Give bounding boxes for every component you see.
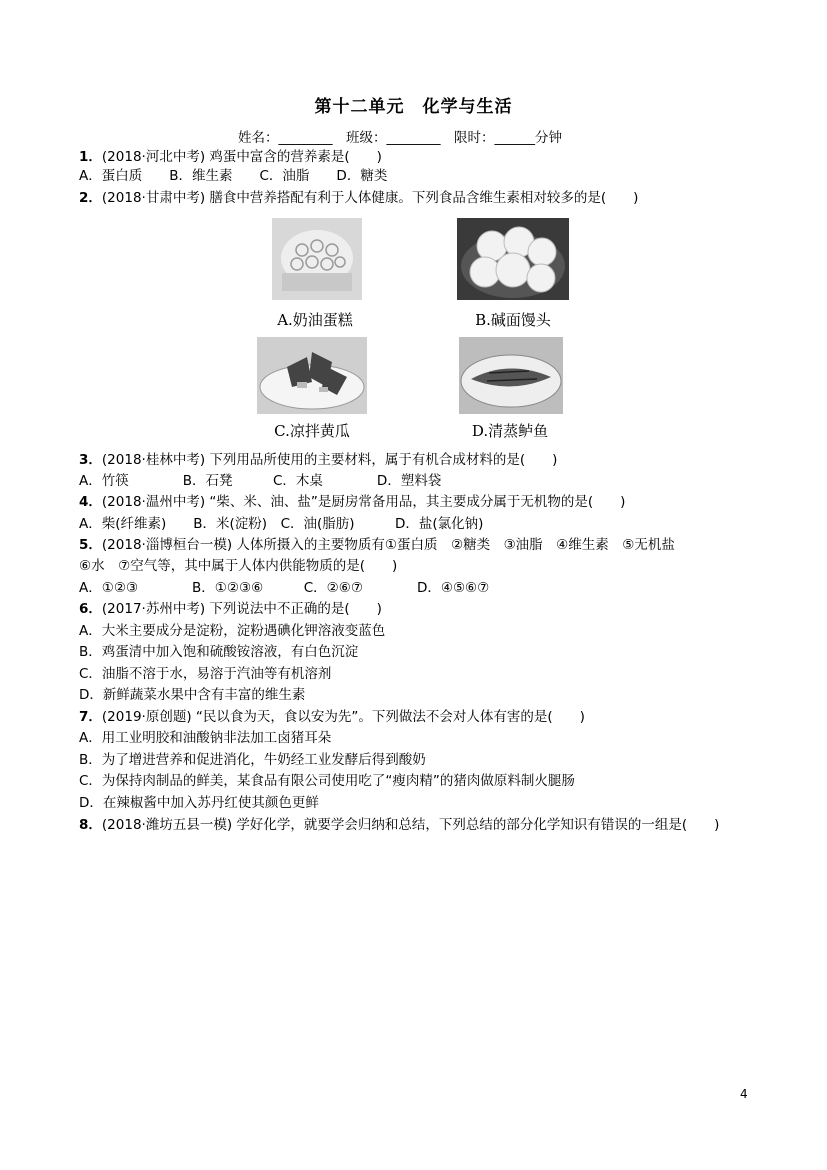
question-text: A．大米主要成分是淀粉，淀粉遇碘化钾溶液变蓝色 [79, 623, 386, 639]
question-text: (2017·苏州中考) 下列说法中不正确的是( ) [101, 601, 382, 617]
question-option-line [79, 472, 441, 490]
question-stem [79, 451, 557, 469]
question-text: C．油脂不溶于水，易溶于汽油等有机溶剂 [79, 666, 332, 682]
question-text: (2019·原创题) “民以食为天，食以安为先”。下列做法不会对人体有害的是( ) [101, 709, 585, 725]
question-text: A．柴(纤维素) B．米(淀粉) C．油(脂肪) D．盐(氯化钠) [79, 516, 484, 532]
cucumber-salad-image [257, 337, 367, 414]
question-number: 2． [79, 190, 102, 206]
question-option-line [79, 686, 305, 704]
cake-image [272, 218, 362, 300]
question-number: 5． [79, 537, 102, 553]
question-text: (2018·淄博桓台一模) 人体所摄入的主要物质有①蛋白质 ②糖类 ③油脂 ④维生素 ⑤无机盐 [101, 537, 675, 553]
caption-c: C.凉拌黄瓜 [274, 422, 350, 440]
question-stem [79, 148, 382, 166]
caption-b: B.碱面馒头 [475, 311, 551, 329]
question-stem [79, 600, 382, 618]
question-text: (2018·甘肃中考) 膳食中营养搭配有利于人体健康。下列食品含维生素相对较多的是( ) [101, 190, 639, 206]
question-stem [79, 816, 719, 834]
question-text: D．新鲜蔬菜水果中含有丰富的维生素 [79, 687, 306, 703]
caption-d: D.清蒸鲈鱼 [471, 422, 549, 440]
question-text: A．用工业明胶和油酸钠非法加工卤猪耳朵 [79, 730, 332, 746]
question-option-line [79, 751, 426, 769]
question-text: (2018·温州中考) “柴、米、油、盐”是厨房常备用品，其主要成分属于无机物的是( ) [101, 494, 626, 510]
question-option-line [79, 729, 331, 747]
question-option-line [79, 772, 575, 790]
steamed-buns-image [457, 218, 569, 300]
question-text: ⑥水 ⑦空气等，其中属于人体内供能物质的是( ) [79, 558, 398, 574]
question-number: 4． [79, 494, 102, 510]
question-stem [79, 536, 675, 554]
question-text: D．在辣椒酱中加入苏丹红使其颜色更鲜 [79, 795, 319, 811]
steamed-fish-image [459, 337, 563, 414]
question-text: A．①②③ B．①②③⑥ C．②⑥⑦ D．④⑤⑥⑦ [79, 580, 490, 596]
question-stem [79, 189, 638, 207]
question-number: 7． [79, 709, 102, 725]
question-text: C．为保持肉制品的鲜美，某食品有限公司使用吃了“瘦肉精”的猪肉做原料制火腿肠 [79, 773, 575, 789]
question-number: 6． [79, 601, 102, 617]
question-text: A．蛋白质 B．维生素 C．油脂 D．糖类 [79, 168, 388, 184]
question-text: (2018·河北中考) 鸡蛋中富含的营养素是( ) [101, 149, 382, 165]
question-stem [79, 493, 625, 511]
question-option-line [79, 794, 319, 812]
question-option-line [79, 515, 483, 533]
student-info-line: 姓名：________ 班级：________ 限时：______分钟 [238, 130, 562, 146]
question-option-line [79, 622, 385, 640]
question-stem [79, 708, 585, 726]
question-text: B．为了增进营养和促进消化，牛奶经工业发酵后得到酸奶 [79, 752, 426, 768]
question-text: B．鸡蛋清中加入饱和硫酸铵溶液，有白色沉淀 [79, 644, 359, 660]
question-number: 3． [79, 452, 102, 468]
question-option-line [79, 579, 489, 597]
question-number: 8． [79, 817, 102, 833]
question-option-line [79, 643, 358, 661]
question-option-line [79, 167, 387, 185]
question-number: 1． [79, 149, 102, 165]
question-option-line [79, 557, 397, 575]
page-title: 第十二单元 化学与生活 [314, 97, 513, 117]
question-text: A．竹筷 B．石凳 C．木桌 D．塑料袋 [79, 473, 442, 489]
caption-a: A.奶油蛋糕 [277, 311, 353, 329]
page-number: 4 [740, 1087, 748, 1101]
question-option-line [79, 665, 331, 683]
question-text: (2018·桂林中考) 下列用品所使用的主要材料，属于有机合成材料的是( ) [101, 452, 558, 468]
question-text: (2018·潍坊五县一模) 学好化学，就要学会归纳和总结，下列总结的部分化学知识有错误的一组是( ) [101, 817, 720, 833]
